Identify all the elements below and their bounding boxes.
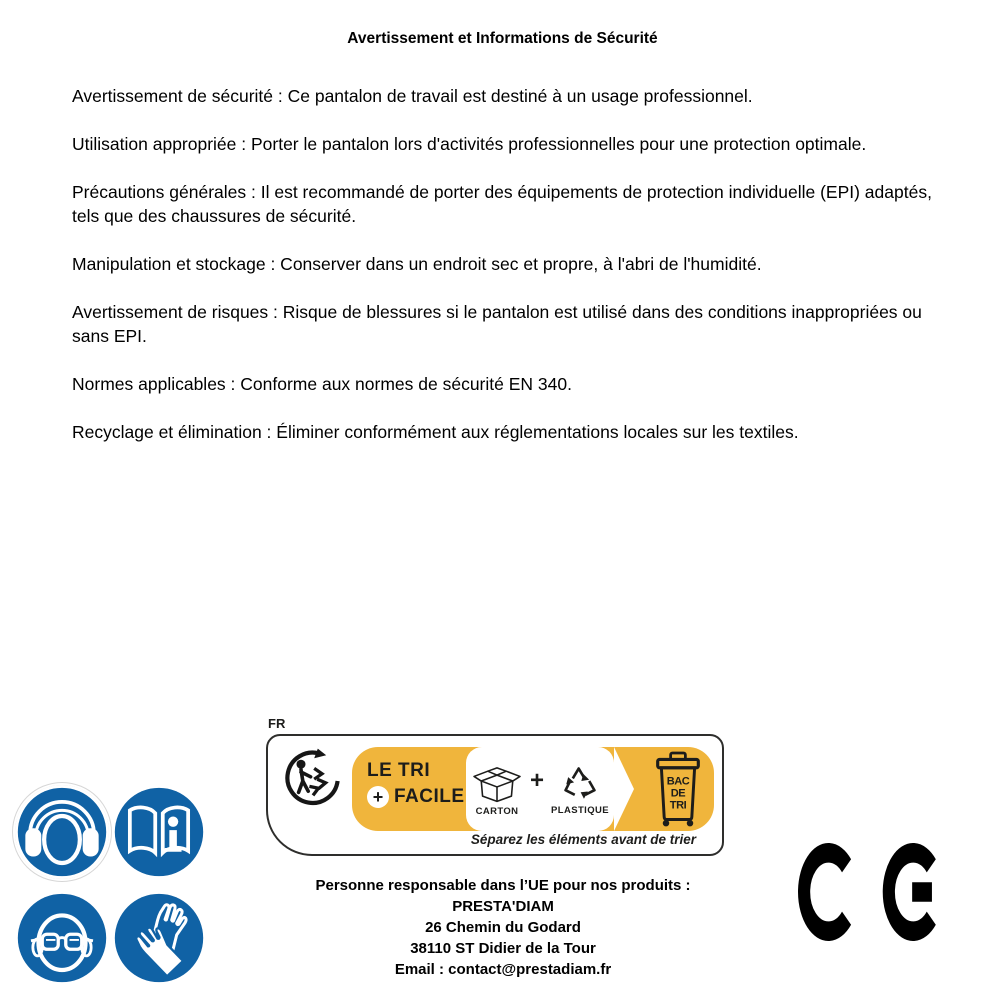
paragraph-recycling-disposal: Recyclage et élimination : Éliminer conformément aux réglementations locales sur les textiles. [72, 422, 799, 442]
material-carton [471, 762, 523, 817]
page-title: Avertissement et Informations de Sécurité [347, 30, 658, 47]
sorting-tagline: Séparez les éléments avant de trier [470, 832, 696, 847]
paragraph-general-precautions: Précautions générales : Il est recommandé de porter des équipements de protection individuelle (EPI) adaptés, tels que des chaussures de sécurité. [72, 182, 932, 226]
contact-email: Email : contact@prestadiam.fr [394, 961, 612, 978]
paragraph-applicable-standards: Normes applicables : Conforme aux normes de sécurité EN 340. [72, 374, 572, 394]
cardboard-box-icon [471, 762, 523, 804]
address-city: 38110 ST Didier de la Tour [410, 940, 596, 957]
materials-panel [466, 747, 614, 831]
infotri-recycling-label [266, 716, 724, 856]
bin-label-line: DE [670, 787, 686, 800]
read-instruction-manual-icon [112, 785, 206, 879]
headline-line1: LE TRI [367, 760, 431, 781]
wear-protective-gloves-icon [112, 891, 206, 985]
material-plastique [551, 763, 609, 816]
mandatory-pictograms [15, 785, 206, 985]
plus-circle-icon: + [367, 786, 389, 808]
responsible-intro: Personne responsable dans l’UE pour nos produits : [315, 877, 691, 894]
sorting-bin [654, 750, 702, 833]
material-label: CARTON [475, 805, 519, 817]
sorting-bin-icon [654, 750, 702, 828]
recycling-arrows-icon [559, 763, 601, 803]
safety-paragraphs [72, 84, 934, 468]
wear-eye-protection-icon [15, 891, 109, 985]
headline-line2: FACILE [394, 786, 465, 807]
infotri-box [266, 734, 724, 856]
paragraph-safety-warning: Avertissement de sécurité : Ce pantalon de travail est destiné à un usage professionnel. [72, 86, 753, 106]
paragraph-risk-warning: Avertissement de risques : Risque de blessures si le pantalon est utilisé dans des conditions inappropriées ou sans EPI. [72, 302, 922, 346]
bin-label-line: TRI [669, 799, 687, 812]
yellow-band [352, 747, 714, 831]
triman-icon [283, 745, 343, 811]
company-name: PRESTA'DIAM [452, 898, 554, 915]
address-street: 26 Chemin du Godard [425, 919, 581, 936]
material-label: PLASTIQUE [551, 804, 609, 816]
bin-label-line: BAC [666, 775, 690, 788]
ce-marking-icon [798, 843, 936, 941]
country-code: FR [268, 716, 286, 731]
eu-responsible-block [273, 875, 733, 980]
plus-separator: + [530, 767, 545, 794]
le-tri-facile-headline [367, 760, 465, 808]
wear-ear-protection-icon [15, 785, 109, 879]
paragraph-handling-storage: Manipulation et stockage : Conserver dans un endroit sec et propre, à l'abri de l'humidité. [72, 254, 762, 274]
paragraph-appropriate-use: Utilisation appropriée : Porter le pantalon lors d'activités professionnelles pour une protection optimale. [72, 134, 867, 154]
